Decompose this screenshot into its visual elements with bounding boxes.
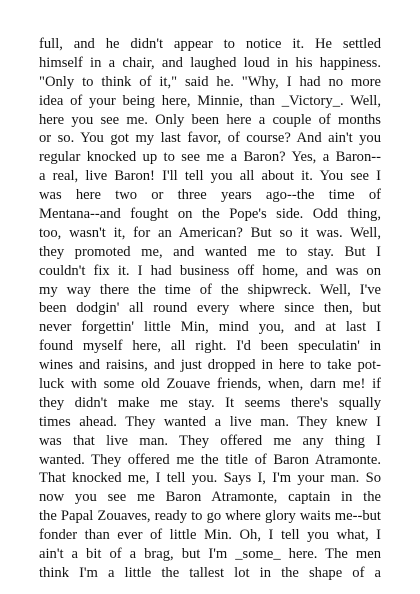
text-line: full, and he didn't appear to notice it. He settled <box>39 36 381 52</box>
text-line: himself in a chair, and laughed loud in his happiness. <box>39 54 381 71</box>
text-line: they didn't make me stay. It seems there's squally <box>39 394 381 411</box>
text-line: ain't a bit of a brag, but I'm _some_ here. The men <box>39 546 381 563</box>
text-line: they promoted me, and wanted me to stay. But I <box>39 243 381 260</box>
text-line: here you see me. Only been here a couple of months <box>39 111 381 128</box>
text-line: fonder than ever of little Min. Oh, I tell you what, I <box>39 527 381 544</box>
text-line: my way there the time of the shipwreck. Well, I've <box>39 281 381 298</box>
text-line: was that live man. They offered me any thing I <box>39 432 381 449</box>
text-line: now you see me Baron Atramonte, captain in the <box>39 489 381 506</box>
text-line: idea of your being here, Minnie, than _Victory_. Well, <box>39 92 381 109</box>
document-page <box>39 35 381 583</box>
text-line: Mentana--and fought on the Pope's side. Odd thing, <box>39 206 381 223</box>
text-line: found myself here, all right. I'd been speculatin' in <box>39 338 381 355</box>
text-line: been dodgin' all round every where since then, but <box>39 300 381 317</box>
text-line: was here two or three years ago--the time of <box>39 187 381 204</box>
text-line: times ahead. They wanted a live man. They knew I <box>39 413 381 430</box>
text-line: regular knocked up to see me a Baron? Yes, a Baron-- <box>39 149 381 166</box>
text-line: or so. You got my last favor, of course? And ain't you <box>39 130 381 147</box>
text-line: too, wasn't it, for an American? But so it was. Well, <box>39 224 381 241</box>
text-line: wanted. They offered me the title of Baron Atramonte. <box>39 451 381 468</box>
text-line: luck with some old Zouave friends, when, darn me! if <box>39 376 381 393</box>
text-line: wines and raisins, and just dropped in here to take pot- <box>39 357 381 374</box>
text-line: the Papal Zouaves, ready to go where glory waits me--but <box>39 508 381 525</box>
text-line: couldn't fix it. I had business off home, and was on <box>39 262 381 279</box>
text-line: That knocked me, I tell you. Says I, I'm your man. So <box>39 470 381 487</box>
text-line: "Only to think of it," said he. "Why, I had no more <box>39 73 381 90</box>
text-line: a real, live Baron! I'll tell you all about it. You see I <box>39 168 381 185</box>
text-line: think I'm a little the tallest lot in the shape of a <box>39 564 381 581</box>
text-line: never forgettin' little Min, mind you, and at last I <box>39 319 381 336</box>
